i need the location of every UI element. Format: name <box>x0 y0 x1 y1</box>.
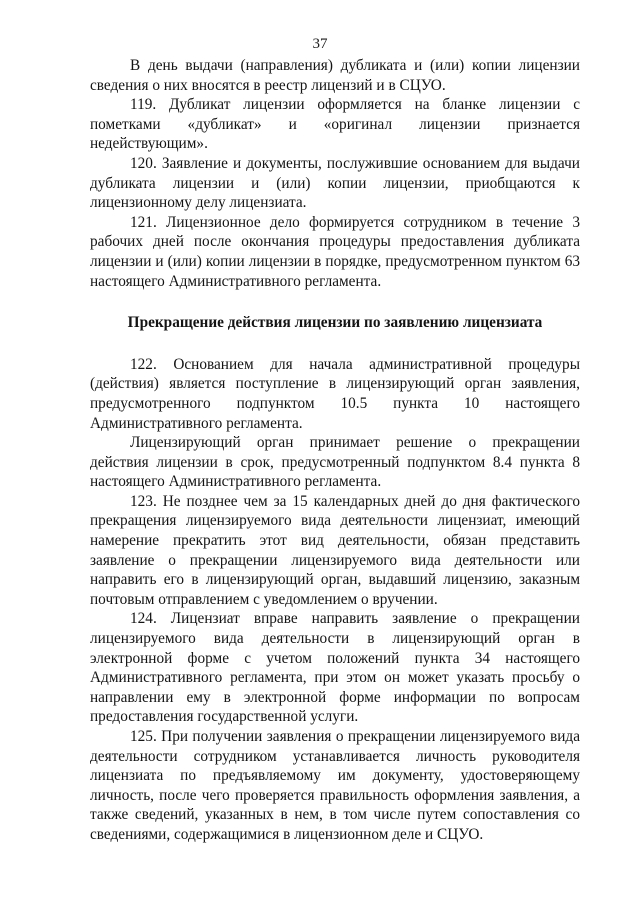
paragraph-121: 121. Лицензионное дело формируется сотрудником в течение 3 рабочих дней после окончания процедуры предоставления дубликата лицензии и (или) копии лицензии в порядке, предусмотренном пунктом 63 настоящего Административного регламента. <box>90 213 580 290</box>
section-heading: Прекращение действия лицензии по заявлению лицензиата <box>127 314 543 332</box>
paragraph-119: 119. Дубликат лицензии оформляется на бланке лицензии с пометками «дубликат» и «оригинал лицензии признается недействующим». <box>90 96 580 153</box>
paragraph-issue-date: В день выдачи (направления) дубликата и (или) копии лицензии сведения о них вносятся в реестр лицензий и в СЦУО. <box>90 57 580 94</box>
paragraph-decision: Лицензирующий орган принимает решение о прекращении действия лицензии в срок, предусмотренный подпунктом 8.4 пункта 8 настоящего Административного регламента. <box>90 434 580 491</box>
paragraph-123: 123. Не позднее чем за 15 календарных дней до дня фактического прекращения лицензируемого вида деятельности лицензиат, имеющий намерение прекратить этот вид деятельности, обязан представить заявление о прекращении лицензируемого вида деятельности или направить его в лицензирующий орган, выдавший лицензию, заказным почтовым отправлением с уведомлением о вручении. <box>90 492 580 608</box>
paragraph-125: 125. При получении заявления о прекращении лицензируемого вида деятельности сотрудником устанавливается личность руководителя лицензиата по предъявляемому им документу, удостоверяющему личность, после чего проверяется правильность оформления заявления, а также сведений, указанных в нем, в том числе путем сопоставления со сведениями, содержащимися в лицензионном деле и СЦУО. <box>90 728 580 843</box>
paragraph-124: 124. Лицензиат вправе направить заявление о прекращении лицензируемого вида деятельности в лицензирующий орган в электронной форме с учетом положений пункта 34 настоящего Административного регламента, при этом он может указать просьбу о направлении ему в электронной форме информации по вопросам предоставления государственной услуги. <box>90 610 580 726</box>
document-body <box>90 56 580 845</box>
paragraph-120: 120. Заявление и документы, послужившие основанием для выдачи дубликата лицензии и (или) копии лицензии, приобщаются к лицензионному делу лицензиата. <box>90 154 580 212</box>
page-number: 37 <box>312 36 328 52</box>
paragraph-122: 122. Основанием для начала административной процедуры (действия) является поступление в лицензирующий орган заявления, предусмотренного подпунктом 10.5 пункта 10 настоящего Административного регламента. <box>90 355 580 432</box>
